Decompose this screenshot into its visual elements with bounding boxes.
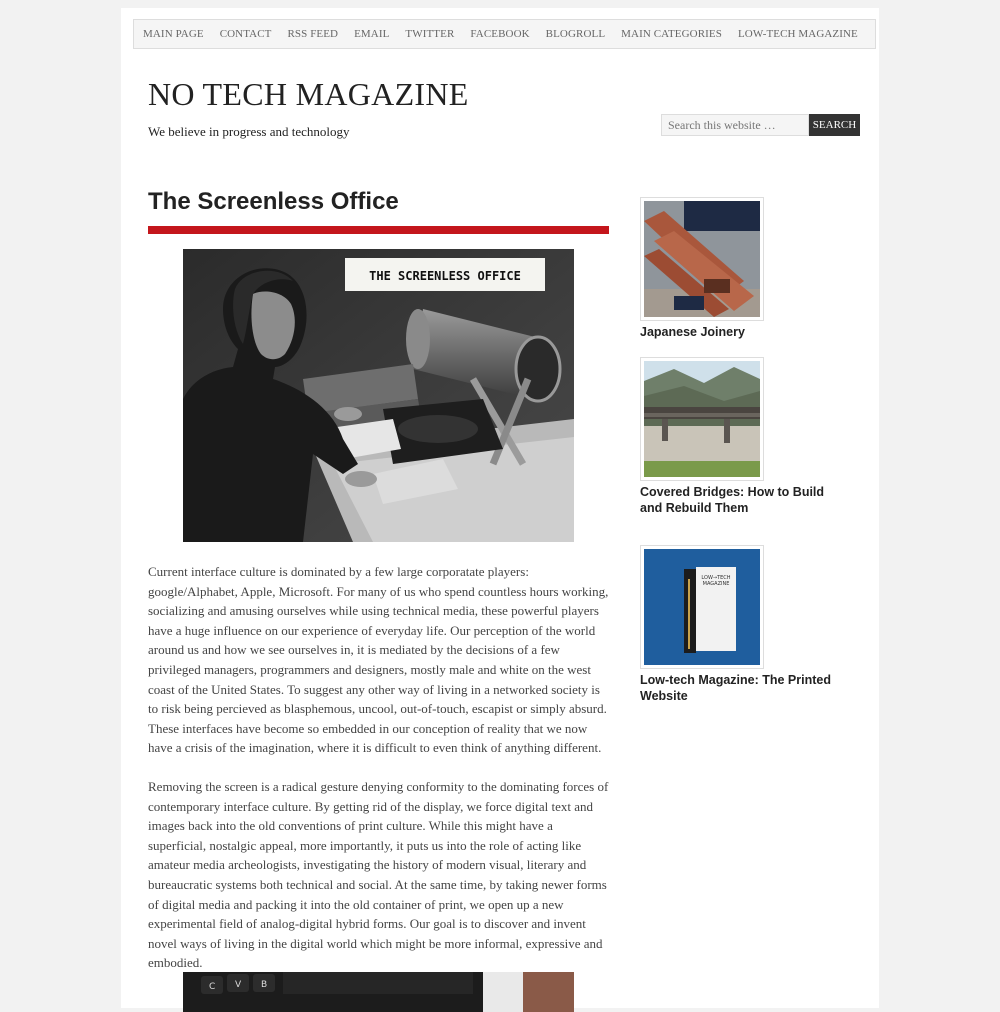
search-form bbox=[661, 114, 860, 136]
sidebar-thumbnail[interactable] bbox=[640, 357, 764, 481]
nav-main-categories[interactable]: MAIN CATEGORIES bbox=[621, 28, 722, 40]
top-navigation bbox=[133, 19, 876, 49]
hero-sign-text: THE SCREENLESS OFFICE bbox=[369, 269, 521, 283]
book-thumbnail-image bbox=[644, 549, 760, 665]
sidebar-item-title[interactable]: Low-tech Magazine: The Printed Website bbox=[640, 673, 831, 703]
search-input[interactable] bbox=[661, 114, 809, 136]
svg-text:B: B bbox=[261, 980, 268, 990]
article-image-keyboard bbox=[183, 972, 574, 1012]
svg-text:V: V bbox=[235, 980, 242, 990]
nav-contact[interactable]: CONTACT bbox=[219, 28, 272, 40]
nav-low-tech-magazine[interactable]: LOW-TECH MAGAZINE bbox=[737, 28, 858, 40]
sidebar-item-title[interactable]: Covered Bridges: How to Build and Rebuild Them bbox=[640, 485, 825, 515]
site-title[interactable]: NO TECH MAGAZINE bbox=[148, 76, 469, 112]
svg-text:LOW→TECH: LOW→TECH bbox=[701, 575, 731, 581]
article-paragraph: Current interface culture is dominated by a few large corporatate players: google/Alphabet, Apple, Microsoft. For many of us who spend countless hours working, socializing and amusing ourselves while using technical media, these powerful players have a huge influence on our experience of everyday life. Our perception of the world around us and how we see ourselves in, it is mediated by the decisions of a few privileged managers, programmers and designers, mostly male and white on the west coast of the United States. To suggest any other way of living in a networked society is to risk being percieved as blasphemous, uncool, out-of-touch, escapist or simply absurd. These interfaces have become so embedded in our conception of reality that we now have a crisis of the imagination, where it is difficult to even think of anything different. bbox=[148, 564, 609, 756]
site-tagline: We believe in progress and technology bbox=[148, 124, 350, 139]
sidebar-thumbnail[interactable] bbox=[640, 197, 764, 321]
sidebar-item-japanese-joinery[interactable] bbox=[640, 197, 840, 340]
nav-twitter[interactable]: TWITTER bbox=[405, 28, 455, 40]
sidebar-item-covered-bridges[interactable] bbox=[640, 357, 840, 516]
nav-facebook[interactable]: FACEBOOK bbox=[470, 28, 530, 40]
post-title[interactable]: The Screenless Office bbox=[148, 188, 399, 215]
hero-image bbox=[183, 249, 574, 542]
title-accent-bar bbox=[148, 226, 609, 234]
joinery-thumbnail-image bbox=[644, 201, 760, 317]
page-container bbox=[121, 8, 879, 1008]
bridge-thumbnail-image bbox=[644, 361, 760, 477]
article-paragraph: Removing the screen is a radical gesture denying conformity to the dominating forces of contemporary interface culture. By getting rid of the display, we force digital text and images back into the old conventions of print culture. While this might have a superficial, nostalgic appeal, more importantly, it puts us into the role of acting like amateur media archeologists, investigating the history of modern visual, literary and bureaucratic systems both technical and social. At the same time, by taking newer forms of digital media and packing it into the old container of print, we open up a new experimental field of analog-digital hybrid forms. Our goal is to discover and invent novel ways of living in the digital world which might be more informal, expressive and embodied. bbox=[148, 779, 609, 971]
sidebar-item-title[interactable]: Japanese Joinery bbox=[640, 325, 745, 339]
search-button[interactable]: SEARCH bbox=[809, 114, 860, 136]
nav-rss-feed[interactable]: RSS FEED bbox=[287, 28, 339, 40]
nav-blogroll[interactable]: BLOGROLL bbox=[545, 28, 606, 40]
keyboard-illustration bbox=[183, 972, 574, 1012]
nav-email[interactable]: EMAIL bbox=[354, 28, 390, 40]
svg-text:MAGAZINE: MAGAZINE bbox=[702, 581, 730, 587]
nav-main-page[interactable]: MAIN PAGE bbox=[143, 28, 204, 40]
hero-illustration bbox=[183, 249, 574, 542]
svg-text:C: C bbox=[209, 982, 216, 992]
sidebar-thumbnail[interactable] bbox=[640, 545, 764, 669]
sidebar-item-printed-website[interactable] bbox=[640, 545, 840, 704]
